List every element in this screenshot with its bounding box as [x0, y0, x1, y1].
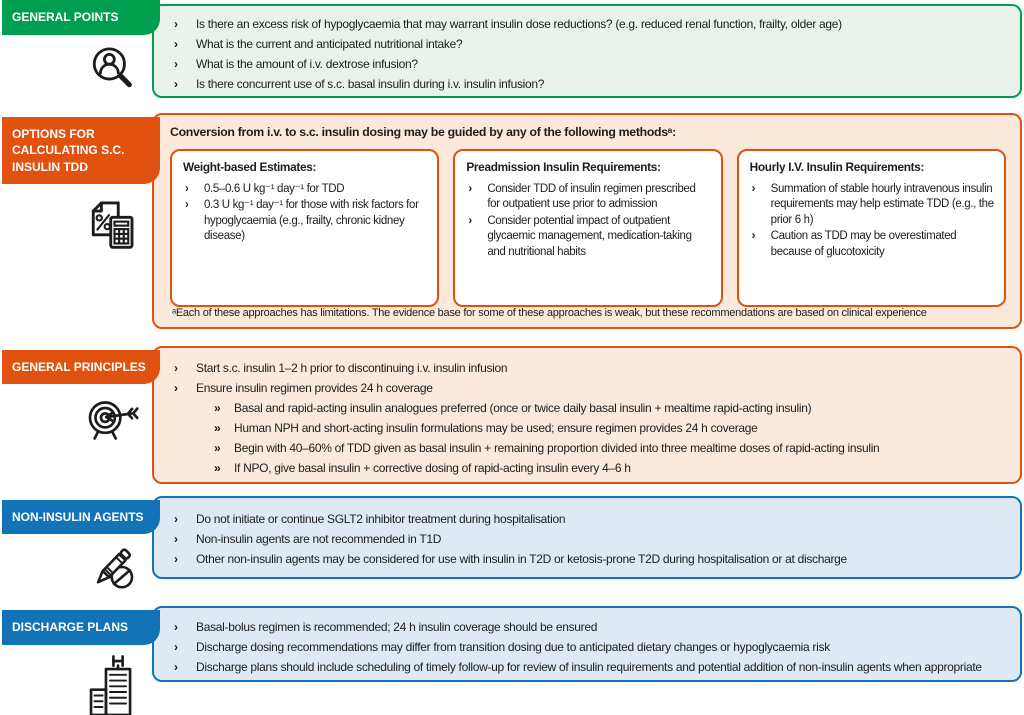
- bullet-marker: ›: [174, 57, 178, 71]
- general-points-panel: [152, 4, 1022, 98]
- bullet-marker: ›: [751, 182, 756, 195]
- section-non-insulin-agents: [2, 496, 1022, 595]
- bullet-marker: ›: [174, 77, 178, 91]
- bullet-item: [168, 638, 1008, 656]
- bullet-marker: ›: [174, 380, 178, 395]
- non-insulin-agents-panel: [152, 496, 1022, 579]
- target-arrow-icon: [80, 392, 142, 448]
- section-header-general-principles: GENERAL PRINCIPLES: [2, 350, 160, 385]
- bullet-marker: ›: [185, 199, 189, 212]
- bullet-item: [168, 530, 1008, 548]
- bullet-item: [466, 214, 710, 261]
- card-weight-based-estimates: [170, 149, 439, 307]
- sub-bullet-item: [208, 419, 1008, 437]
- percent-document-calculator-icon: [82, 196, 142, 256]
- bullet-marker: ›: [174, 551, 178, 566]
- section-insulin-tdd-options: [2, 113, 1022, 329]
- bullet-text: Is there concurrent use of s.c. basal insulin during i.v. insulin infusion?: [196, 77, 545, 91]
- conversion-methods-intro: Conversion from i.v. to s.c. insulin dosing may be guided by any of the following methodsᵃ:: [170, 124, 676, 139]
- bullet-marker: ›: [468, 182, 472, 195]
- bullet-item: [168, 35, 1008, 53]
- bullet-text: Do not initiate or continue SGLT2 inhibitor treatment during hospitalisation: [196, 511, 566, 526]
- bullet-item: [168, 359, 1008, 377]
- bullet-marker: ›: [468, 214, 472, 227]
- bullet-text: Consider potential impact of outpatient glycaemic management, medication-taking and nutritional habits: [487, 214, 692, 258]
- section-general-points: [2, 0, 1022, 99]
- bullet-item: [183, 198, 427, 245]
- bullet-item: [168, 75, 1008, 93]
- bullet-item: [168, 55, 1008, 73]
- card-title: Weight-based Estimates:: [183, 159, 317, 174]
- section-header-non-insulin-agents: NON-INSULIN AGENTS: [2, 500, 160, 535]
- section-general-points-left: [2, 0, 152, 99]
- section-non-insulin-agents-left: [2, 496, 152, 595]
- bullet-marker: ›: [174, 37, 178, 51]
- section-general-principles-left: [2, 346, 152, 449]
- section-header-insulin-tdd-options: OPTIONS FOR CALCULATING S.C. INSULIN TDD: [2, 117, 160, 185]
- bullet-marker: ›: [174, 360, 178, 375]
- bullet-item: [168, 658, 1008, 676]
- bullet-item: [168, 510, 1008, 528]
- bullet-item: [168, 15, 1008, 33]
- bullet-marker: ›: [751, 230, 756, 243]
- method-cards: [170, 149, 1006, 307]
- bullet-text: Non-insulin agents are not recommended in T1D: [196, 531, 442, 546]
- bullet-marker: ›: [174, 17, 178, 31]
- bullet-text: 0.3 U kg⁻¹ day⁻¹ for those with risk factors for hypoglycaemia (e.g., frailty, chronic kidney disease): [204, 199, 419, 243]
- sub-bullet-marker: »: [214, 400, 221, 415]
- bullet-text: What is the current and anticipated nutritional intake?: [196, 37, 463, 51]
- bullet-text: If NPO, give basal insulin + corrective dosing of rapid-acting insulin every 4–6 h: [234, 460, 631, 475]
- bullet-marker: ›: [174, 511, 178, 526]
- bullet-text: Basal-bolus regimen is recommended; 24 h insulin coverage should be ensured: [196, 620, 598, 635]
- bullet-text: Discharge dosing recommendations may differ from transition dosing due to anticipated dietary changes or hypoglycaemia risk: [196, 640, 830, 655]
- card-hourly-iv-insulin-requirements: [737, 149, 1006, 307]
- bullet-text: Caution as TDD may be overestimated because of glucotoxicity: [770, 230, 957, 258]
- sub-bullet-marker: »: [214, 440, 221, 455]
- bullet-text: 0.5–0.6 U kg⁻¹ day⁻¹ for TDD: [204, 182, 345, 195]
- bullet-text: Other non-insulin agents may be considered for use with insulin in T2D or ketosis-prone T2D during hospitalisation or at discharge: [196, 551, 847, 566]
- bullet-text: Basal and rapid-acting insulin analogues preferred (once or twice daily basal insulin + mealtime rapid-acting insulin): [234, 400, 812, 415]
- bullet-text: Begin with 40–60% of TDD given as basal insulin + remaining proportion divided into three mealtime doses of rapid-acting insulin: [234, 440, 880, 455]
- footnote: ᵃEach of these approaches has limitations. The evidence base for some of these approaches is weak, but these recommendations are based on clinical experience: [172, 306, 927, 319]
- sub-bullet-marker: »: [214, 420, 221, 435]
- section-discharge-plans-left: [2, 606, 152, 715]
- bullet-text: Human NPH and short-acting insulin formulations may be used; ensure regimen provides 24 h coverage: [234, 420, 758, 435]
- section-insulin-tdd-options-left: [2, 113, 152, 257]
- section-header-discharge-plans: DISCHARGE PLANS: [2, 610, 160, 645]
- bullet-marker: ›: [185, 182, 189, 195]
- hospital-building-icon: [86, 653, 142, 715]
- bullet-text: Is there an excess risk of hypoglycaemia that may warrant insulin dose reductions? (e.g. reduced renal function, frailty, older age): [196, 17, 842, 31]
- pen-tablet-icon: [86, 540, 142, 594]
- card-title: Hourly I.V. Insulin Requirements:: [749, 159, 925, 174]
- bullet-marker: ›: [174, 660, 178, 675]
- bullet-item: [183, 182, 427, 198]
- sub-bullet-item: [208, 439, 1008, 457]
- bullet-marker: ›: [174, 640, 178, 655]
- bullet-item: [168, 550, 1008, 568]
- bullet-item: [466, 182, 710, 213]
- bullet-item: [750, 182, 994, 229]
- bullet-text: Start s.c. insulin 1–2 h prior to discontinuing i.v. insulin infusion: [196, 360, 508, 375]
- bullet-text: Ensure insulin regimen provides 24 h coverage: [196, 380, 433, 395]
- sub-bullet-item: [208, 399, 1008, 417]
- bullet-item: [168, 618, 1008, 636]
- bullet-item: [750, 229, 994, 260]
- bullet-text: What is the amount of i.v. dextrose infusion?: [196, 57, 418, 71]
- card-title: Preadmission Insulin Requirements:: [466, 159, 661, 174]
- insulin-tdd-options-panel: [152, 113, 1022, 329]
- section-general-principles: [2, 346, 1022, 484]
- bullet-text: Summation of stable hourly intravenous insulin requirements may help estimate TDD (e.g., the prior 6 h): [770, 182, 994, 226]
- bullet-marker: ›: [174, 531, 178, 546]
- bullet-item: [168, 379, 1008, 397]
- bullet-text: Consider TDD of insulin regimen prescribed for outpatient use prior to admission: [487, 182, 696, 211]
- section-header-general-points: GENERAL POINTS: [2, 0, 160, 35]
- card-preadmission-insulin-requirements: [453, 149, 722, 307]
- discharge-plans-panel: [152, 606, 1022, 682]
- bullet-text: Discharge plans should include scheduling of timely follow-up for review of insulin requirements and potential addition of non-insulin agents when appropriate: [196, 660, 982, 675]
- sub-bullet-item: [208, 459, 1008, 477]
- general-principles-panel: [152, 346, 1022, 484]
- sub-bullet-marker: »: [214, 460, 221, 475]
- section-discharge-plans: [2, 606, 1022, 715]
- bullet-marker: ›: [174, 620, 178, 635]
- person-search-icon: [84, 41, 142, 99]
